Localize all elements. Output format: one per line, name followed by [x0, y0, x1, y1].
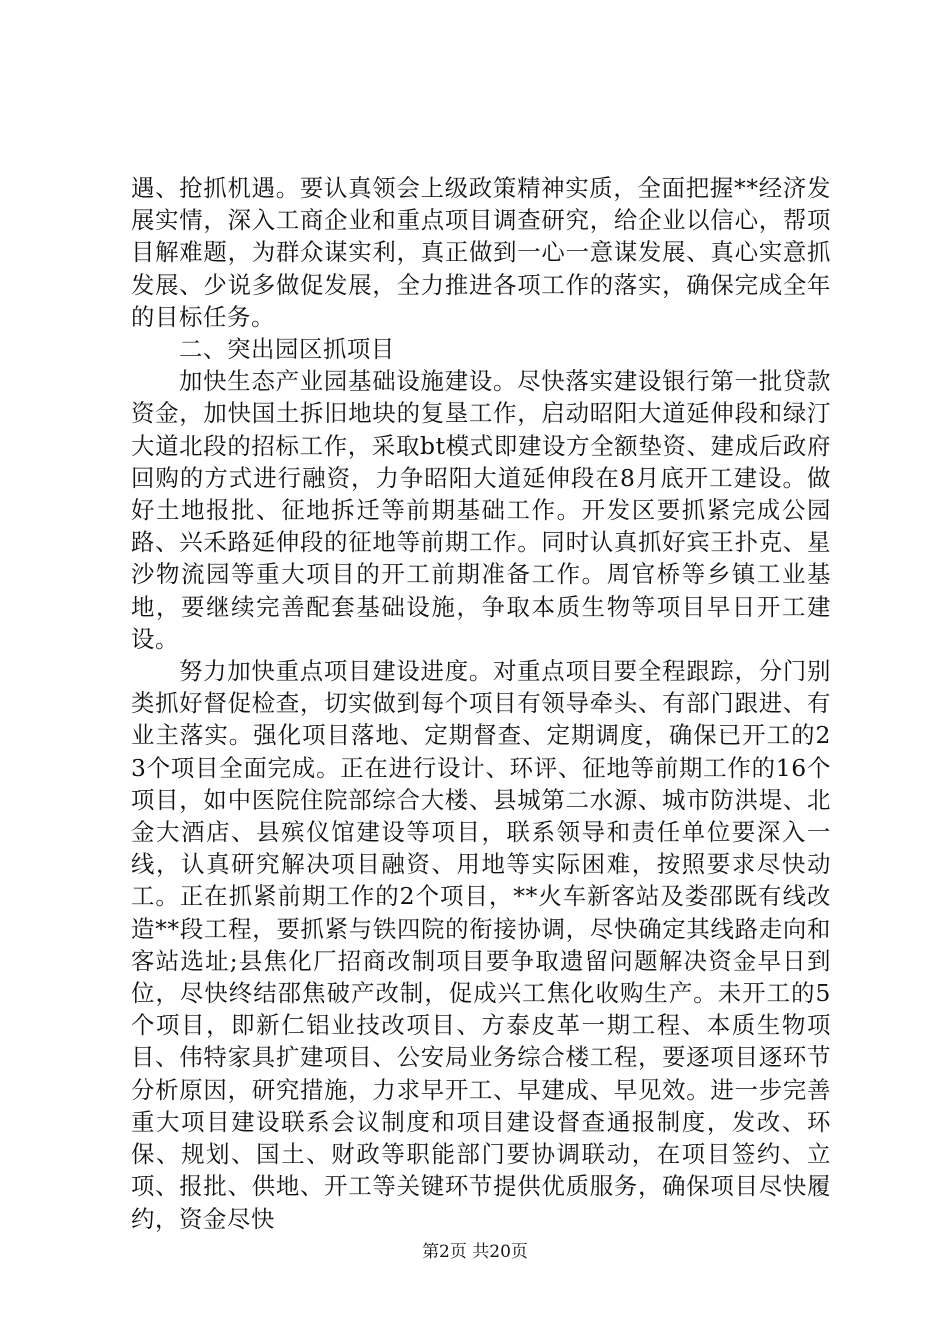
paragraph-ecological-park: 加快生态产业园基础设施建设。尽快落实建设银行第一批贷款资金，加快国土拆旧地块的复垦工作，启动昭阳大道延伸段和绿汀大道北段的招标工作，采取bt模式即建设方全额垫资、建成后政府回购的方式进行融资，力争昭阳大道延伸段在8月底开工建设。做好土地报批、征地拆迁等前期基础工作。开发区要抓紧完成公园路、兴禾路延伸段的征地等前期工作。同时认真抓好宾王扑克、星沙物流园等重大项目的开工前期准备工作。周官桥等乡镇工业基地，要继续完善配套基础设施，争取本质生物等项目早日开工建设。	[131, 367, 831, 653]
document-body	[131, 172, 831, 1235]
page-footer: 第2页 共20页	[422, 1242, 528, 1262]
paragraph-continuation: 遇、抢抓机遇。要认真领会上级政策精神实质，全面把握**经济发展实情，深入工商企业和重点项目调查研究，给企业以信心，帮项目解难题，为群众谋实利，真正做到一心一意谋发展、真心实意抓发展、少说多做促发展，全力推进各项工作的落实，确保完成全年的目标任务。	[131, 174, 831, 331]
paragraph-key-projects: 努力加快重点项目建设进度。对重点项目要全程跟踪，分门别类抓好督促检查，切实做到每个项目有领导牵头、有部门跟进、有业主落实。强化项目落地、定期督查、定期调度，确保已开工的23个项目全面完成。正在进行设计、环评、征地等前期工作的16个项目，如中医院住院部综合大楼、县城第二水源、城市防洪堤、北金大酒店、县殡仪馆建设等项目，联系领导和责任单位要深入一线，认真研究解决项目融资、用地等实际困难，按照要求尽快动工。正在抓紧前期工作的2个项目，**火车新客站及娄邵既有线改造**段工程，要抓紧与铁四院的衔接协调，尽快确定其线路走向和客站选址;县焦化厂招商改制项目要争取遗留问题解决资金早日到位，尽快终结邵焦破产改制，促成兴工焦化收购生产。未开工的5个项目，即新仁铝业技改项目、方泰皮革一期工程、本质生物项目、伟特家具扩建项目、公安局业务综合楼工程，要逐项目逐环节分析原因，研究措施，力求早开工、早建成、早见效。进一步完善重大项目建设联系会议制度和项目建设督查通报制度，发改、环保、规划、国土、财政等职能部门要协调联动，在项目签约、立项、报批、供地、开工等关键环节提供优质服务，确保项目尽快履约，资金尽快	[131, 657, 831, 1233]
section-heading: 二、突出园区抓项目	[179, 335, 395, 364]
